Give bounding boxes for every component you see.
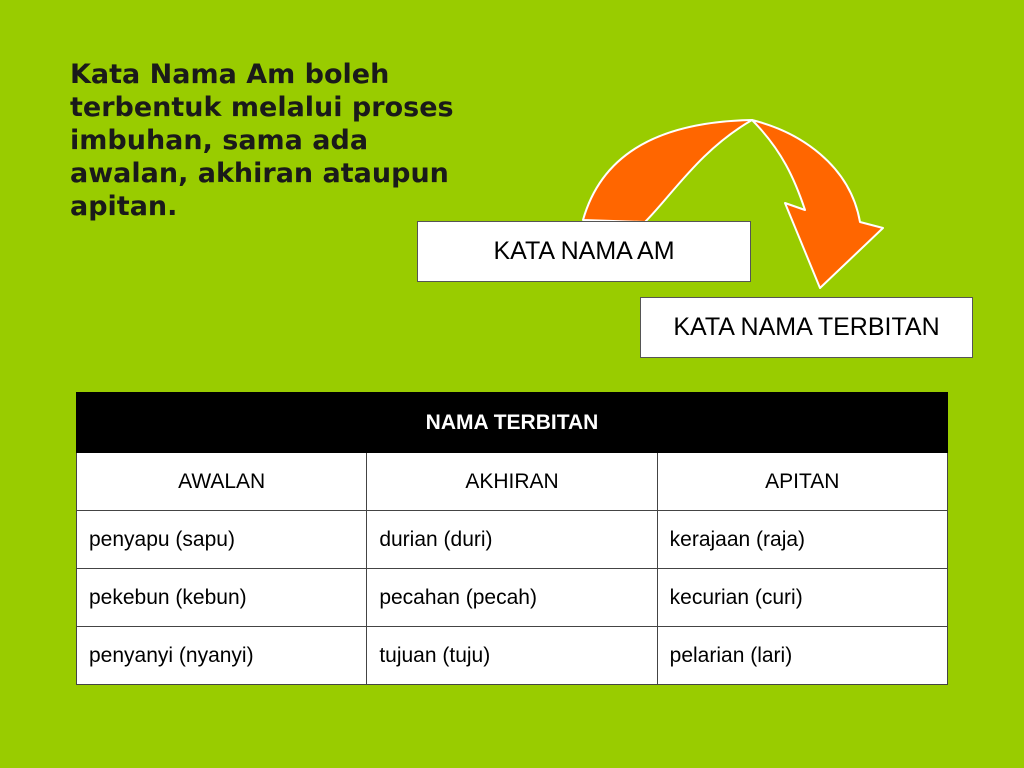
table-header-row xyxy=(77,453,948,511)
arrow-shaft xyxy=(583,120,752,222)
column-header-apitan: APITAN xyxy=(657,453,947,511)
column-header-akhiran: AKHIRAN xyxy=(367,453,657,511)
table-title: NAMA TERBITAN xyxy=(77,393,948,453)
table-cell: pekebun (kebun) xyxy=(77,569,367,627)
table-cell: pelarian (lari) xyxy=(657,627,947,685)
table-cell: kerajaan (raja) xyxy=(657,511,947,569)
table-row xyxy=(77,569,948,627)
table-row xyxy=(77,627,948,685)
table-cell: durian (duri) xyxy=(367,511,657,569)
table-cell: kecurian (curi) xyxy=(657,569,947,627)
kata-nama-am-box: KATA NAMA AM xyxy=(417,221,751,282)
table-cell: pecahan (pecah) xyxy=(367,569,657,627)
column-header-awalan: AWALAN xyxy=(77,453,367,511)
table-cell: penyanyi (nyanyi) xyxy=(77,627,367,685)
nama-terbitan-table xyxy=(76,392,948,685)
table-cell: penyapu (sapu) xyxy=(77,511,367,569)
arrow-head xyxy=(752,120,883,288)
intro-text: Kata Nama Am boleh terbentuk melalui proses imbuhan, sama ada awalan, akhiran ataupun apitan. xyxy=(70,59,454,222)
table-cell: tujuan (tuju) xyxy=(367,627,657,685)
table-title-row xyxy=(77,393,948,453)
kata-nama-terbitan-box: KATA NAMA TERBITAN xyxy=(640,297,973,358)
table-row xyxy=(77,511,948,569)
